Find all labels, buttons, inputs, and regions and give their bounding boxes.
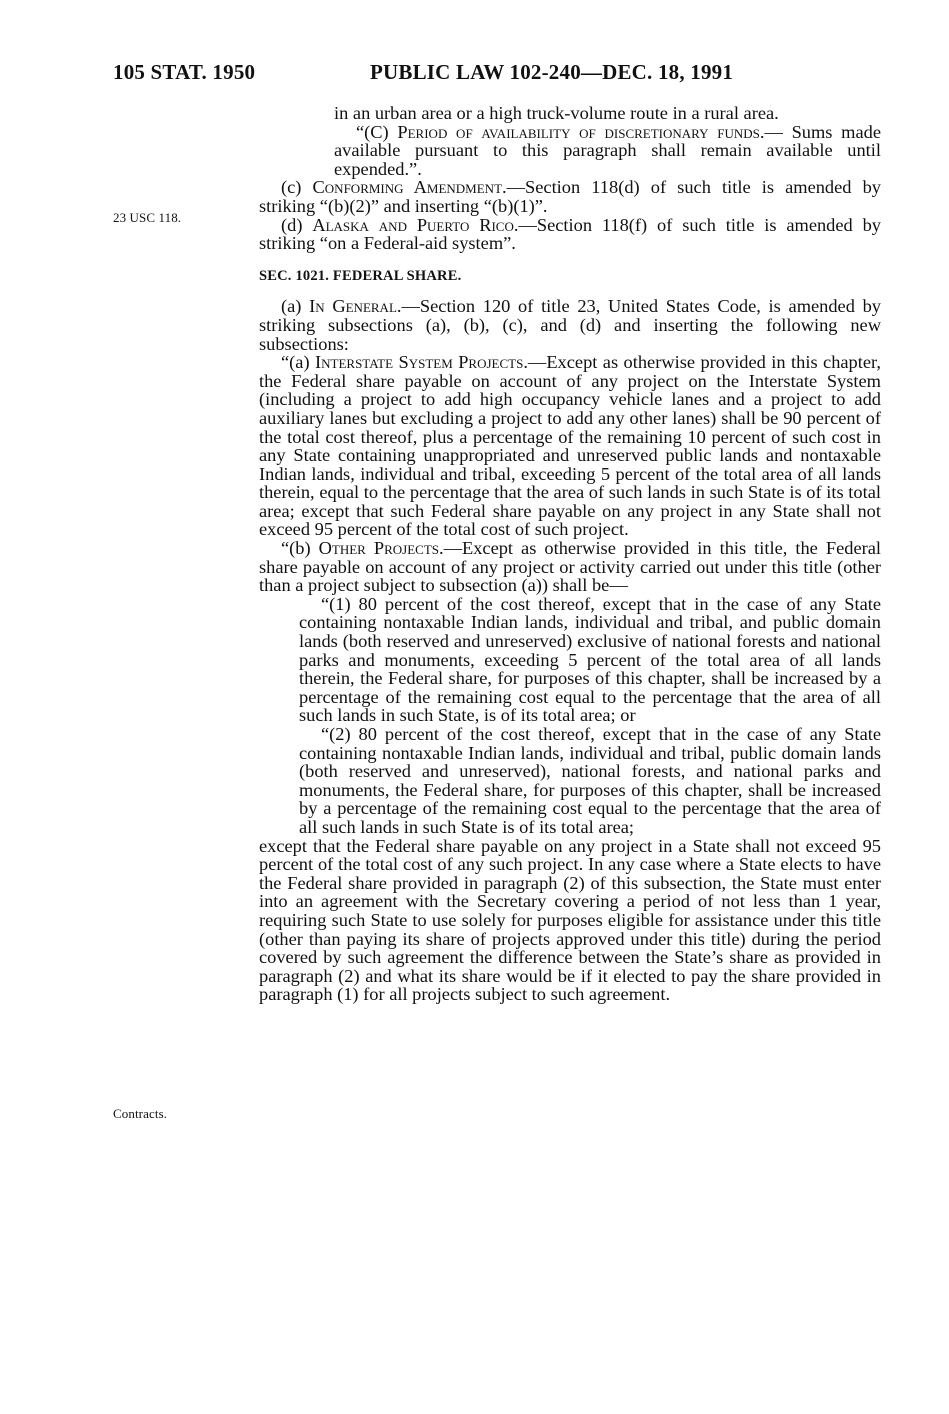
margin-note-contracts: Contracts.: [113, 1106, 168, 1121]
paragraph-heading: “(C) Period of availability of discretionary funds.—: [356, 121, 783, 142]
paragraph-heading: Conforming Amendment.: [312, 177, 507, 198]
page-citation: 105 STAT. 1950: [113, 60, 256, 84]
paragraph-heading: In General.: [309, 296, 402, 317]
paragraph-continuation: in an urban area or a high truck-volume route in a rural area.: [334, 103, 779, 123]
section-heading: SEC. 1021. FEDERAL SHARE.: [259, 267, 462, 284]
paragraph-interstate-projects: “(a) Interstate System Projects.—Except as otherwise provided in this chapter, the Federal share payable on account of any project on the Interstate System (including a project to add high occupancy vehicle lanes and a project to add auxiliary lanes but excluding a project to add any other lanes) shall be 90 percent of the total cost thereof, plus a percentage of the remaining 10 percent of such cost in any State containing unappropriated and unreserved public lands and nontaxable Indian lands, individual and tribal, exceeding 5 percent of the total area of all lands therein, equal to the percentage that the area of such lands in such State is of its total area; except that such Federal share payable on any project in any State shall not exceed 95 percent of the total cost of such project.: [259, 352, 882, 540]
paragraph-heading: Other Projects.: [318, 538, 444, 559]
paragraph-in-general: (a) In General.—Section 120 of title 23, United States Code, is amended by striking subsections (a), (b), (c), and (d) and inserting the following new subsections:: [259, 296, 882, 354]
paragraph-alaska-puerto-rico: (d) Alaska and Puerto Rico.—Section 118(f) of such title is amended by striking “on a Federal-aid system”.: [259, 214, 881, 254]
paragraph-item-1: “(1) 80 percent of the cost thereof, except that in the case of any State containing nontaxable Indian lands, individual and tribal, and public domain lands (both reserved and unreserved) exclusive of national forests and national parks and monuments, exceeding 5 percent of the total area of all lands therein, the Federal share, for purposes of this chapter, shall be increased by a percentage of the remaining cost equal to the percentage that the area of all such lands in such State, is of its total area; or: [299, 593, 881, 726]
paragraph-heading: Interstate System Projects.: [315, 352, 528, 373]
paragraph-other-projects: “(b) Other Projects.—Except as otherwise provided in this title, the Federal share payable on account of any project or activity carried out under this title (other than a project subject to subsection (a)) shall be—: [259, 538, 882, 596]
paragraph-closing: except that the Federal share payable on any project in a State shall not exceed 95 percent of the total cost of any such project. In any case where a State elects to have the Federal share provided in paragraph (2) of this subsection, the State must enter into an agreement with the Secretary covering a period of not less than 1 year, requiring such State to use solely for purposes eligible for assistance under this title (other than paying its share of projects approved under this title) during the period covered by such agreement the difference between the State’s share as provided in paragraph (2) and what its share would be if it elected to pay the share provided in paragraph (1) for all projects subject to such agreement.: [259, 835, 881, 1005]
margin-note-usc: 23 USC 118.: [113, 210, 182, 225]
paragraph-heading: Alaska and Puerto Rico.: [312, 214, 519, 235]
paragraph-conforming-amendment: (c) Conforming Amendment.—Section 118(d) of such title is amended by striking “(b)(2)” and inserting “(b)(1)”.: [259, 177, 881, 216]
running-head: PUBLIC LAW 102-240—DEC. 18, 1991: [370, 60, 734, 84]
body-text: [259, 104, 881, 1004]
paragraph-item-2: “(2) 80 percent of the cost thereof, except that in the case of any State containing nontaxable Indian lands, individual and tribal, public domain lands (both reserved and unreserved), national forests, and national parks and monuments, the Federal share, for purposes of this chapter, shall be increased by a percentage of the remaining cost equal to the percentage that the area of all such lands in such State is of its total area;: [299, 724, 881, 837]
paragraph-c-period-availability: “(C) Period of availability of discretionary funds.— Sums made available pursuant to this paragraph shall remain available until expended.”.: [334, 121, 881, 179]
